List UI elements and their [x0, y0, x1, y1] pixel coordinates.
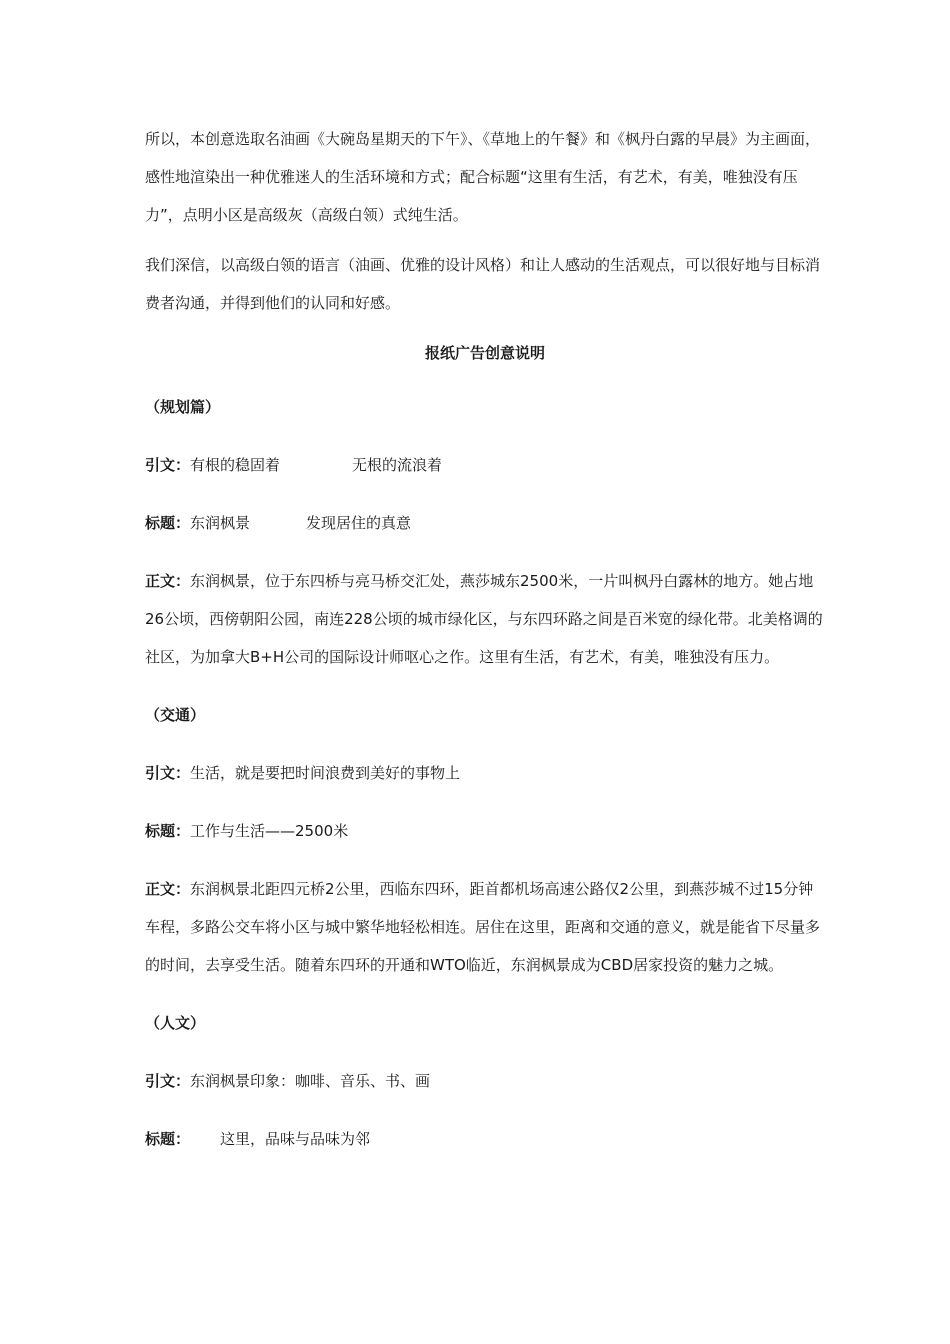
intro-paragraph-2: 我们深信，以高级白领的语言（油画、优雅的设计风格）和让人感动的生活观点，可以很好地与目标消费者沟通，并得到他们的认同和好感。 [145, 256, 821, 312]
headline-text-a: 东润枫景 [190, 514, 251, 532]
body-paragraph-traffic [145, 870, 825, 984]
quote-line-culture [145, 1062, 825, 1100]
headline-text: 工作与生活——2500米 [190, 822, 349, 840]
headline-line-traffic [145, 812, 825, 850]
headline-line-culture [145, 1120, 825, 1158]
quote-line-planning [145, 446, 825, 484]
body-label: 正文： [145, 880, 191, 898]
quote-label: 引文： [145, 456, 191, 474]
document-page [145, 120, 825, 1178]
quote-text: 东润枫景印象：咖啡、音乐、书、画 [190, 1072, 431, 1090]
headline-text-b: 发现居住的真意 [306, 514, 412, 532]
section-heading: 报纸广告创意说明 [424, 344, 545, 362]
body-label: 正文： [145, 572, 191, 590]
headline-text: 这里，品味与品味为邻 [220, 1130, 371, 1148]
headline-label: 标题： [145, 514, 191, 532]
body-paragraph-planning [145, 562, 825, 676]
headline-label: 标题： [145, 1130, 191, 1148]
quote-line-traffic [145, 754, 825, 792]
quote-text-a: 有根的稳固着 [190, 456, 281, 474]
headline-line-planning [145, 504, 825, 542]
quote-text-b: 无根的流浪着 [352, 456, 443, 474]
quote-label: 引文： [145, 764, 191, 782]
headline-label: 标题： [145, 822, 191, 840]
intro-paragraph-1: 所以，本创意选取名油画《大碗岛星期天的下午》、《草地上的午餐》和《枫丹白露的早晨》为主画面，感性地渲染出一种优雅迷人的生活环境和方式；配合标题“这里有生活，有艺术，有美，唯独没有压力”，点明小区是高级灰（高级白领）式纯生活。 [145, 130, 821, 224]
section-title-traffic: （交通） [145, 706, 206, 724]
quote-text: 生活，就是要把时间浪费到美好的事物上 [190, 764, 461, 782]
section-title-planning: （规划篇） [145, 398, 221, 416]
quote-label: 引文： [145, 1072, 191, 1090]
body-text: 东润枫景，位于东四桥与亮马桥交汇处，燕莎城东2500米，一片叫枫丹白露林的地方。她占地26公顷，西傍朝阳公园，南连228公顷的城市绿化区，与东四环路之间是百米宽的绿化带。北美格调的社区，为加拿大B+H公司的国际设计师呕心之作。这里有生活，有艺术，有美，唯独没有压力。 [145, 572, 823, 666]
section-title-culture: （人文） [145, 1014, 206, 1032]
body-text: 东润枫景北距四元桥2公里，西临东四环，距首都机场高速公路仅2公里，到燕莎城不过15分钟车程，多路公交车将小区与城中繁华地轻松相连。居住在这里，距离和交通的意义，就是能省下尽量多的时间，去享受生活。随着东四环的开通和WTO临近，东润枫景成为CBD居家投资的魅力之城。 [145, 880, 821, 974]
